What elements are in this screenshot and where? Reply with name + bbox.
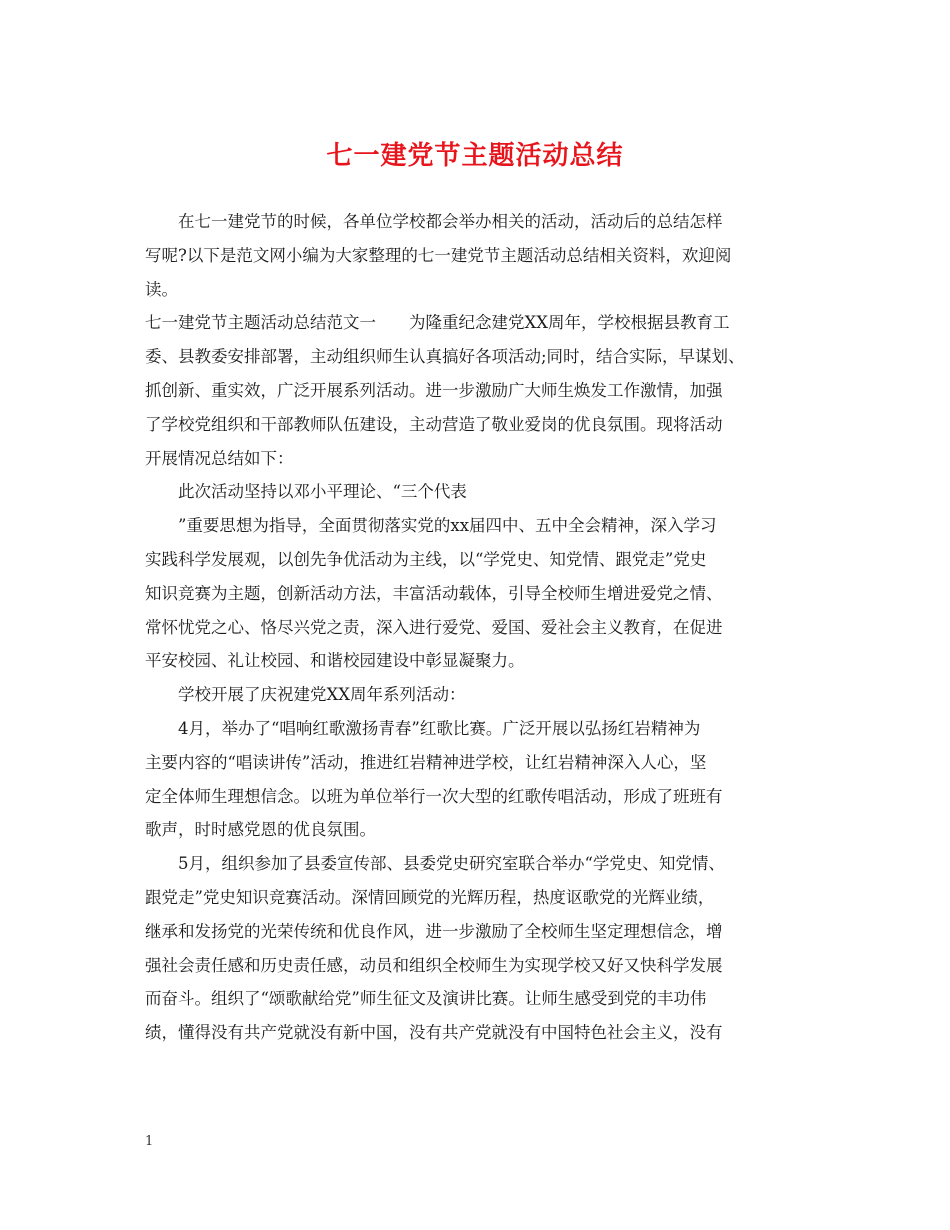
text-line: 实践科学发展观，以创先争优活动为主线，以“学党史、知党情、跟党走”党史: [145, 549, 707, 569]
text-line: 委、县教委安排部署，主动组织师生认真搞好各项活动;同时，结合实际，早谋划、: [145, 347, 745, 367]
document-body: [145, 205, 825, 1050]
text-line: 常怀忧党之心、恪尽兴党之责，深入进行爱党、爱国、爱社会主义教育，在促进: [145, 617, 723, 637]
text-line: 强社会责任感和历史责任感，动员和组织全校师生为实现学校又好又快科学发展: [145, 955, 723, 975]
text-line: 跟党走”党史知识竞赛活动。深情回顾党的光辉历程，热度讴歌党的光辉业绩，: [145, 887, 715, 907]
text-line: 抓创新、重实效，广泛开展系列活动。进一步激励广大师生焕发工作激情，加强: [145, 380, 723, 400]
text-line: 主要内容的“唱读讲传”活动，推进红岩精神进学校，让红岩精神深入人心，坚: [145, 752, 707, 772]
text-line: 知识竞赛为主题，创新活动方法，丰富活动载体，引导全校师生增进爱党之情、: [145, 583, 723, 603]
text-line: 学校开展了庆祝建党XX周年系列活动：: [178, 685, 466, 705]
text-line: 开展情况总结如下：: [145, 448, 294, 468]
page-title: 七一建党节主题活动总结: [326, 141, 624, 171]
text-line: 读。: [145, 279, 178, 299]
text-line: 歌声，时时感党恩的优良氛围。: [145, 820, 376, 840]
text-line: ”重要思想为指导，全面贯彻落实党的xx届四中、五中全会精神，深入学习: [178, 516, 717, 536]
text-line: 了学校党组织和干部教师队伍建设，主动营造了敬业爱岗的优良氛围。现将活动: [145, 414, 723, 434]
text-line: 绩，懂得没有共产党就没有新中国，没有共产党就没有中国特色社会主义，没有: [145, 1023, 723, 1043]
text-line: 在七一建党节的时候，各单位学校都会举办相关的活动，活动后的总结怎样: [178, 212, 723, 231]
text-line: 七一建党节主题活动总结范文一 为隆重纪念建党XX周年，学校根据县教育工: [145, 313, 730, 333]
text-line: 继承和发扬党的光荣传统和优良作风，进一步激励了全校师生坚定理想信念，增: [145, 921, 723, 941]
text-line: 5月，组织参加了县委宣传部、县委党史研究室联合举办“学党史、知党情、: [178, 854, 725, 874]
text-line: 写呢?以下是范文网小编为大家整理的七一建党节主题活动总结相关资料，欢迎阅: [145, 245, 732, 265]
text-line: 定全体师生理想信念。以班为单位举行一次大型的红歌传唱活动，形成了班班有: [145, 786, 723, 806]
text-line: 而奋斗。组织了“颂歌献给党”师生征文及演讲比赛。让师生感受到党的丰功伟: [145, 989, 707, 1009]
text-line: 此次活动坚持以邓小平理论、“三个代表: [178, 482, 467, 502]
text-line: 平安校园、礼让校园、和谐校园建设中彰显凝聚力。: [145, 651, 525, 671]
text-line: 4月，举办了“唱响红歌激扬青春”红歌比赛。广泛开展以弘扬红岩精神为: [178, 718, 701, 738]
page-number: 1: [145, 1134, 154, 1149]
